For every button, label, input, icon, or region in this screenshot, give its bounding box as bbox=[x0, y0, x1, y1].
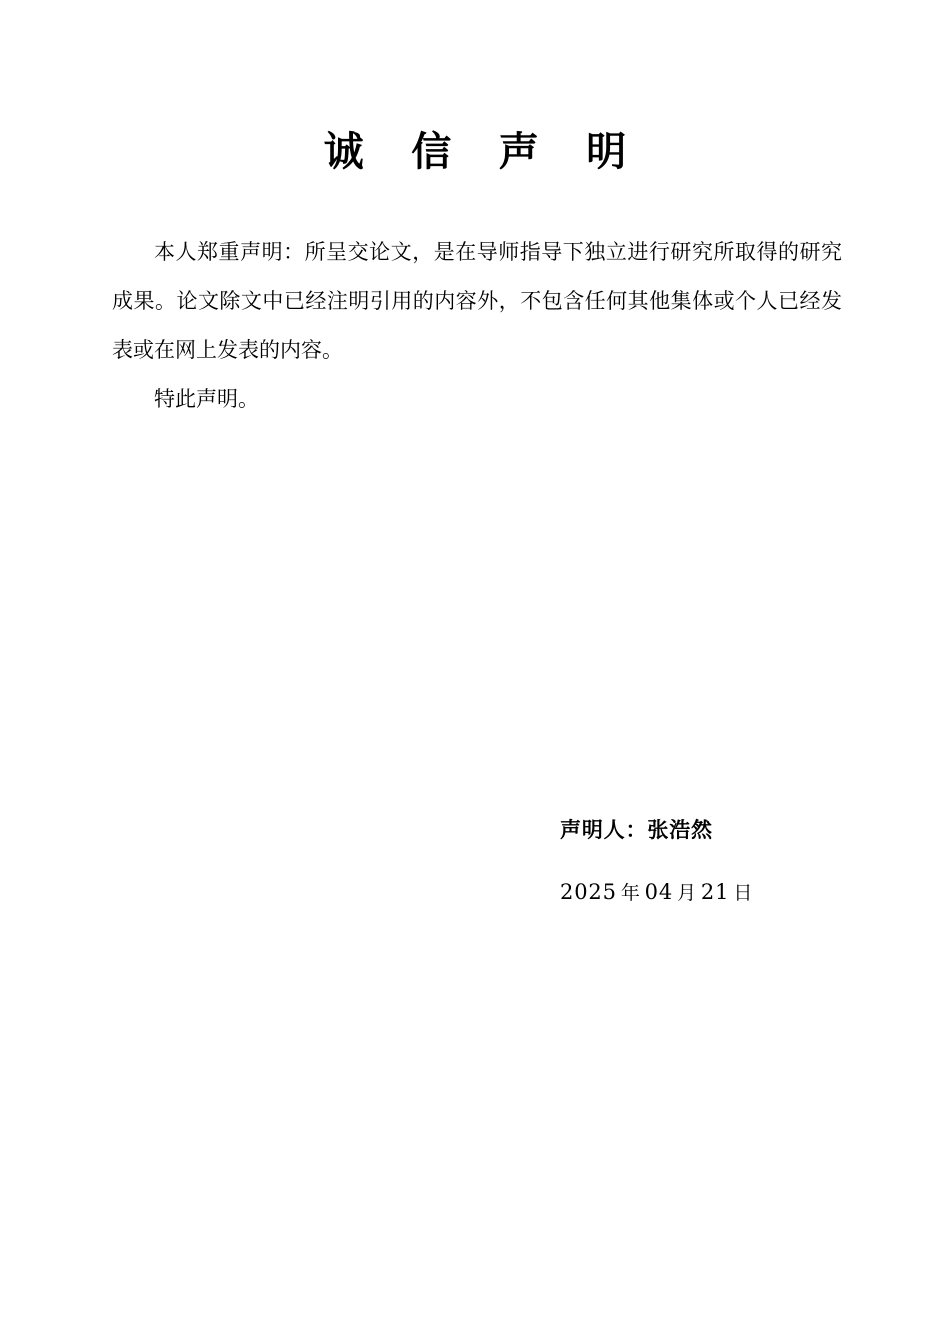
date-day: 21 bbox=[700, 880, 730, 904]
signature-block bbox=[560, 808, 890, 915]
signature-name: 张浩然 bbox=[647, 817, 713, 842]
declaration-paragraph: 本人郑重声明：所呈交论文，是在导师指导下独立进行研究所取得的研究成果。论文除文中已经注明引用的内容外，不包含任何其他集体或个人已经发表或在网上发表的内容。 bbox=[112, 240, 842, 362]
page-title: 诚 信 声 明 bbox=[323, 128, 644, 175]
date-year: 2025 bbox=[560, 880, 617, 904]
signature-line bbox=[560, 808, 890, 852]
date-month: 04 bbox=[644, 880, 674, 904]
date-day-unit: 日 bbox=[733, 882, 754, 904]
date-month-unit: 月 bbox=[677, 882, 697, 904]
signature-label: 声明人： bbox=[560, 817, 648, 842]
signature-date bbox=[560, 870, 890, 915]
declaration-body bbox=[112, 228, 842, 424]
declaration-paragraph: 特此声明。 bbox=[154, 387, 259, 411]
date-year-unit: 年 bbox=[620, 882, 641, 904]
